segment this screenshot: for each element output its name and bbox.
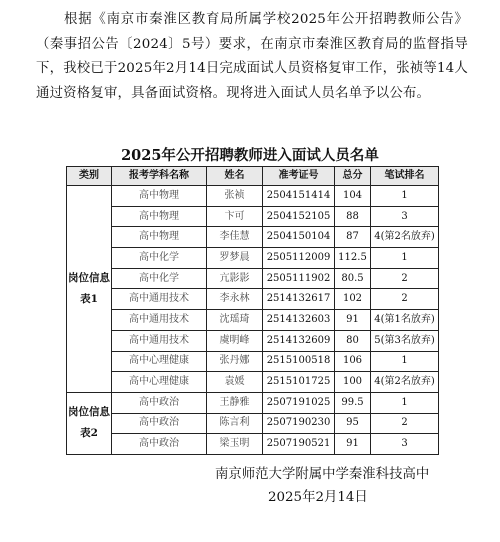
cell-name: 梁玉明	[207, 434, 263, 455]
cell-category: 岗位信息表2	[67, 392, 112, 454]
table-row	[67, 392, 439, 413]
cell-total-score: 102	[335, 289, 371, 310]
cell-exam-number: 2505111902	[263, 268, 335, 289]
cell-written-rank: 1	[371, 186, 439, 207]
cell-subject: 高中化学	[112, 248, 207, 269]
cell-exam-number: 2514132617	[263, 289, 335, 310]
cell-written-rank: 5(第3名放弃)	[371, 330, 439, 351]
cell-written-rank: 2	[371, 289, 439, 310]
cell-written-rank: 1	[371, 392, 439, 413]
cell-written-rank: 1	[371, 351, 439, 372]
cell-total-score: 104	[335, 186, 371, 207]
table-row	[67, 206, 439, 227]
cell-exam-number: 2507191025	[263, 392, 335, 413]
intro-paragraph: 根据《南京市秦淮区教育局所属学校2025年公开招聘教师公告》（秦事招公告〔2024〕5号）要求，在南京市秦淮区教育局的监督指导下，我校已于2025年2月14日完成面试人员资格复审工作，张祯等14人通过资格复审，具备面试资格。现将进入面试人员名单予以公布。	[36, 12, 468, 101]
header-subject: 报考学科名称	[112, 167, 207, 186]
cell-written-rank: 4(第2名放弃)	[371, 227, 439, 248]
cell-total-score: 91	[335, 310, 371, 331]
cell-total-score: 106	[335, 351, 371, 372]
cell-exam-number: 2515100518	[263, 351, 335, 372]
cell-total-score: 112.5	[335, 248, 371, 269]
candidate-table	[66, 166, 439, 455]
cell-subject: 高中政治	[112, 434, 207, 455]
cell-subject: 高中心理健康	[112, 372, 207, 393]
signature-org: 南京师范大学附属中学秦淮科技高中	[215, 467, 430, 482]
cell-name: 李永林	[207, 289, 263, 310]
cell-total-score: 80.5	[335, 268, 371, 289]
cell-name: 张丹娜	[207, 351, 263, 372]
table-row	[67, 330, 439, 351]
cell-written-rank: 4(第2名放弃)	[371, 372, 439, 393]
cell-total-score: 100	[335, 372, 371, 393]
cell-total-score: 99.5	[335, 392, 371, 413]
cell-subject: 高中通用技术	[112, 310, 207, 331]
cell-subject: 高中化学	[112, 268, 207, 289]
header-total-score: 总分	[335, 167, 371, 186]
table-row	[67, 351, 439, 372]
header-name: 姓名	[207, 167, 263, 186]
cell-written-rank: 3	[371, 206, 439, 227]
signature-block	[215, 463, 475, 509]
cell-name: 亢影影	[207, 268, 263, 289]
cell-subject: 高中通用技术	[112, 289, 207, 310]
cell-name: 卞可	[207, 206, 263, 227]
cell-total-score: 88	[335, 206, 371, 227]
cell-category: 岗位信息表1	[67, 186, 112, 393]
cell-total-score: 80	[335, 330, 371, 351]
table-row	[67, 186, 439, 207]
cell-subject: 高中物理	[112, 227, 207, 248]
signature-date: 2025年2月14日	[268, 490, 368, 505]
cell-subject: 高中物理	[112, 206, 207, 227]
table-row	[67, 372, 439, 393]
cell-exam-number: 2514132609	[263, 330, 335, 351]
cell-exam-number: 2504150104	[263, 227, 335, 248]
cell-name: 陈言利	[207, 413, 263, 434]
cell-written-rank: 3	[371, 434, 439, 455]
cell-name: 罗梦晨	[207, 248, 263, 269]
cell-written-rank: 2	[371, 413, 439, 434]
cell-subject: 高中政治	[112, 413, 207, 434]
cell-written-rank: 4(第1名放弃)	[371, 310, 439, 331]
header-category: 类别	[67, 167, 112, 186]
cell-exam-number: 2507190230	[263, 413, 335, 434]
cell-written-rank: 2	[371, 268, 439, 289]
cell-exam-number: 2507190521	[263, 434, 335, 455]
cell-exam-number: 2504152105	[263, 206, 335, 227]
cell-name: 袁媛	[207, 372, 263, 393]
cell-name: 虞明峰	[207, 330, 263, 351]
table-row	[67, 268, 439, 289]
table-header-row	[67, 167, 439, 186]
cell-subject: 高中通用技术	[112, 330, 207, 351]
table-row	[67, 227, 439, 248]
cell-exam-number: 2504151414	[263, 186, 335, 207]
cell-name: 李佳慧	[207, 227, 263, 248]
table-title: 2025年公开招聘教师进入面试人员名单	[121, 147, 379, 164]
cell-name: 张祯	[207, 186, 263, 207]
cell-total-score: 87	[335, 227, 371, 248]
header-exam-number: 准考证号	[263, 167, 335, 186]
cell-name: 沈瑶琦	[207, 310, 263, 331]
table-row	[67, 248, 439, 269]
cell-exam-number: 2505112009	[263, 248, 335, 269]
header-written-rank: 笔试排名	[371, 167, 439, 186]
cell-name: 王静雅	[207, 392, 263, 413]
cell-subject: 高中物理	[112, 186, 207, 207]
cell-subject: 高中政治	[112, 392, 207, 413]
cell-total-score: 91	[335, 434, 371, 455]
table-row	[67, 310, 439, 331]
cell-exam-number: 2514132603	[263, 310, 335, 331]
table-row	[67, 413, 439, 434]
table-row	[67, 434, 439, 455]
cell-written-rank: 1	[371, 248, 439, 269]
cell-exam-number: 2515101725	[263, 372, 335, 393]
table-row	[67, 289, 439, 310]
cell-total-score: 95	[335, 413, 371, 434]
cell-subject: 高中心理健康	[112, 351, 207, 372]
